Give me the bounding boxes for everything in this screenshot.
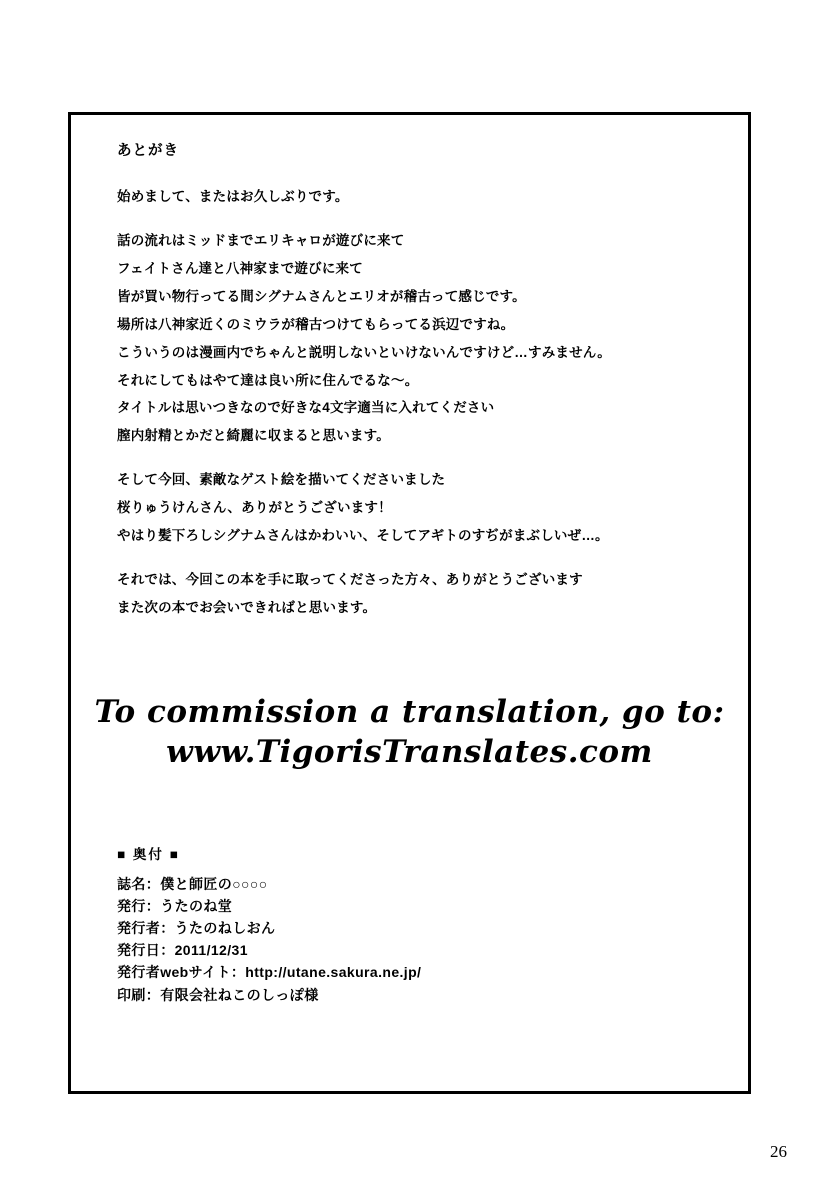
content-frame xyxy=(68,112,751,1094)
afterword-line: 桜りゅうけんさん、ありがとうございます！ xyxy=(117,499,392,515)
colophon-line-date: 発行日：2011/12/31 xyxy=(117,942,248,959)
afterword-line: タイトルは思いつきなので好きな4文字適当に入れてください xyxy=(117,400,495,416)
afterword-line: こういうのは漫画内でちゃんと説明しないといけないんですけど…すみません。 xyxy=(117,344,612,360)
colophon-title: ■ 奥付 ■ xyxy=(117,847,180,862)
commission-line-2: www.TigorisTranslates.com xyxy=(166,733,653,770)
afterword-line: 皆が買い物行ってる間シグナムさんとエリオが稽古って感じです。 xyxy=(117,288,526,304)
afterword-line: 場所は八神家近くのミウラが稽古つけてもらってる浜辺ですね。 xyxy=(117,316,515,332)
afterword-line: それでは、今回この本を手に取ってくださった方々、ありがとうございます xyxy=(117,571,583,587)
colophon-line-author: 発行者：うたのねしおん xyxy=(117,920,276,937)
afterword-line: やはり髪下ろしシグナムさんはかわいい、そしてアギトのすぢがまぶしいぜ…。 xyxy=(117,527,609,543)
afterword-heading: あとがき xyxy=(117,143,179,159)
afterword-line: 話の流れはミッドまでエリキャロが遊びに来て xyxy=(117,233,405,249)
afterword-paragraph-3 xyxy=(117,469,717,547)
afterword-line: 始めまして、またはお久しぶりです。 xyxy=(117,189,349,205)
afterword-line: また次の本でお会いできればと思います。 xyxy=(117,599,377,615)
afterword-paragraph-4 xyxy=(117,569,717,619)
colophon-line-title: 誌名：僕と師匠の○○○○ xyxy=(117,876,268,892)
colophon-line-website: 発行者webサイト：http://utane.sakura.ne.jp/ xyxy=(117,964,422,981)
page-number: 26 xyxy=(770,1142,787,1161)
afterword-line: そして今回、素敵なゲスト絵を描いてくださいました xyxy=(117,472,446,488)
colophon-line-printer: 印刷：有限会社ねこのしっぽ様 xyxy=(117,986,319,1003)
colophon-line-publisher: 発行：うたのね堂 xyxy=(117,898,233,915)
afterword-line: 膣内射精とかだと綺麗に収まると思います。 xyxy=(117,428,390,444)
afterword-paragraph-2 xyxy=(117,230,717,447)
commission-line-1: To commission a translation, go to: xyxy=(94,694,725,730)
commission-banner xyxy=(71,693,748,772)
afterword-line: それにしてもはやて達は良い所に住んでるな～。 xyxy=(117,372,419,388)
afterword-section xyxy=(117,143,717,640)
afterword-paragraph-1 xyxy=(117,186,717,208)
colophon-section xyxy=(117,843,717,1006)
afterword-line: フェイトさん達と八神家まで遊びに来て xyxy=(117,261,363,277)
